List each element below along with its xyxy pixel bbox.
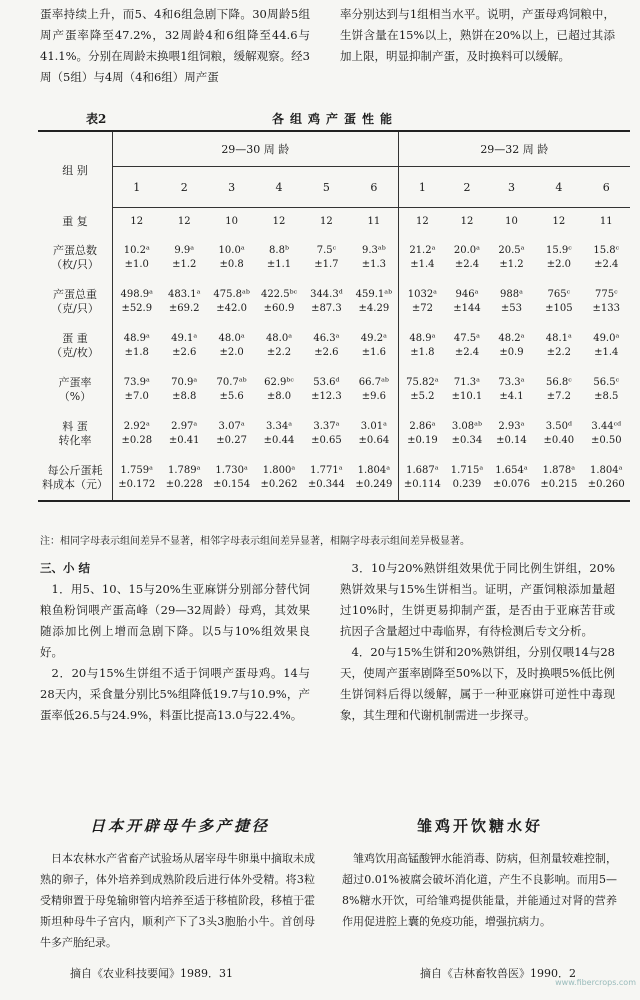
cell-sd: ±8.8 — [172, 391, 197, 402]
cell-sd: ±1.2 — [172, 259, 197, 270]
table-cell — [583, 456, 630, 501]
cell-sd: ±2.0 — [219, 347, 244, 358]
cell-mean: 483.1ᵃ — [167, 289, 201, 300]
table-cell — [446, 324, 488, 368]
table-cell — [350, 324, 398, 368]
cell-mean: 3.01ᵃ — [360, 421, 387, 432]
cell-mean: 775ᶜ — [594, 289, 618, 300]
group-header: 3 — [488, 167, 535, 208]
cell-mean: 475.8ᵃᵇ — [213, 289, 250, 300]
table-cell — [303, 280, 350, 324]
watermark: www.fibercrops.com — [555, 978, 636, 987]
row-label-line: 重 复 — [62, 214, 88, 228]
table-cell — [161, 368, 208, 412]
cell-mean: 66.7ᵃᵇ — [358, 377, 389, 388]
cell-sd: ±1.4 — [594, 347, 619, 358]
period-header-29-30: 29—30 周 龄 — [113, 131, 399, 167]
cell-sd: ±0.154 — [213, 479, 251, 490]
row-label-line: 产蛋率 — [58, 376, 92, 389]
table-title: 各组鸡产蛋性能 — [271, 112, 398, 126]
row-label-line: 产蛋总数 — [53, 244, 97, 257]
row-label-line: （克/只） — [51, 302, 99, 315]
table-row — [38, 456, 630, 501]
group-header: 4 — [255, 167, 302, 208]
cell-mean: 48.0ᵃ — [218, 333, 245, 344]
row-label-line: 产蛋总重 — [53, 288, 97, 301]
cell-mean: 1.715ᵃ — [450, 465, 484, 476]
cell-mean: 1.789ᵃ — [167, 465, 201, 476]
table-cell — [208, 208, 255, 237]
cell-sd: ±0.40 — [543, 435, 575, 446]
cell-sd: ±52.9 — [121, 303, 153, 314]
table-cell — [255, 236, 302, 280]
cell-mean: 56.8ᶜ — [545, 377, 572, 388]
cell-sd: ±2.4 — [454, 259, 480, 270]
summary-left-column — [40, 558, 310, 726]
cell-mean: 10.0ᵃ — [218, 245, 245, 256]
row-label — [38, 208, 113, 237]
cell-mean: 47.5ᵃ — [453, 333, 481, 344]
cell-mean: 46.3ᵃ — [313, 333, 340, 344]
table-row — [38, 208, 630, 237]
cell-sd: ±2.4 — [594, 259, 619, 270]
cell-mean: 1.730ᵃ — [215, 465, 248, 476]
cell-mean: 8.8ᵇ — [269, 245, 289, 256]
cell-sd: ±0.50 — [590, 435, 622, 446]
cell-sd: ±8.5 — [594, 391, 619, 402]
cell-mean: 70.9ᵃ — [171, 377, 198, 388]
cell-sd: ±0.262 — [260, 479, 298, 490]
table-row — [38, 324, 630, 368]
row-label-line: （%） — [58, 390, 92, 403]
cell-mean: 2.97ᵃ — [171, 421, 198, 432]
table-cell — [255, 368, 302, 412]
cell-mean: 1.878ᵃ — [542, 465, 576, 476]
cell-sd: ±0.228 — [165, 479, 203, 490]
cell-sd: ±72 — [411, 303, 433, 314]
cell-mean: 1.771ᵃ — [310, 465, 343, 476]
cell-mean: 3.37ᵃ — [313, 421, 340, 432]
cell-mean: 2.93ᵃ — [498, 421, 525, 432]
table-cell — [398, 412, 446, 456]
cell-mean: 12 — [272, 216, 286, 227]
row-label — [38, 324, 113, 368]
body-text-top-right: 率分别达到与1组相当水平。说明，产蛋母鸡饲粮中，生饼含量在15%以上，熟饼在20%以上，已超过其添加上限，明显抑制产蛋，及时换料可以缓解。 — [340, 7, 615, 63]
table-cell — [208, 280, 255, 324]
cell-sd: ±0.9 — [499, 347, 524, 358]
row-label-line: 料成本（元） — [42, 478, 108, 491]
cell-sd: ±0.41 — [168, 435, 200, 446]
cell-mean: 49.0ᵃ — [593, 333, 620, 344]
table-cell — [446, 368, 488, 412]
cell-sd: ±1.3 — [361, 259, 386, 270]
cell-sd: ±87.3 — [311, 303, 342, 314]
cell-mean: 20.5ᵃ — [498, 245, 525, 256]
table-cell — [488, 368, 535, 412]
cell-mean: 9.9ᵃ — [174, 245, 195, 256]
cell-sd: ±10.1 — [451, 391, 483, 402]
cell-mean: 12 — [177, 216, 191, 227]
cell-sd: ±0.114 — [403, 479, 441, 490]
table-cell — [350, 208, 398, 237]
table-cell — [208, 324, 255, 368]
table-cell — [350, 412, 398, 456]
cell-mean: 3.07ᵃ — [218, 421, 245, 432]
table-cell — [350, 456, 398, 501]
row-label-line: 料 蛋 — [62, 420, 88, 433]
cell-sd: ±0.172 — [118, 479, 156, 490]
group-header: 6 — [350, 167, 398, 208]
cell-sd: ±0.34 — [451, 435, 483, 446]
cell-mean: 10 — [225, 216, 238, 227]
group-header: 4 — [535, 167, 582, 208]
cell-mean: 20.0ᵃ — [453, 245, 481, 256]
summary-point-3: 3．10与20%熟饼组效果优于同比例生饼组，20%熟饼效果与15%生饼相当。证明，产蛋饲粮添加量超过10%时，生饼更易抑制产蛋，是否由于亚麻苦苷或抗因子含量超过中毒临界，有待检测后专文分析。 — [340, 561, 615, 638]
table-cell — [535, 324, 582, 368]
table-cell — [535, 208, 582, 237]
cell-sd: ±5.6 — [219, 391, 244, 402]
table-note: 注：相同字母表示组间差异不显著，相邻字母表示组间差异显著，相隔字母表示组间差异极显著。 — [40, 536, 470, 547]
cell-sd: ±5.2 — [410, 391, 435, 402]
table-cell — [303, 412, 350, 456]
table-cell — [161, 324, 208, 368]
table-number: 表2 — [86, 112, 107, 126]
table-cell — [488, 236, 535, 280]
article-2-body: 雏鸡饮用高锰酸钾水能消毒、防病，但剂量较难控制，超过0.01%被腐会破坏消化道，产生不良影响。而用5—8%糖水开饮，可给雏鸡提供能量，并能通过对肾的营养作用促进腔上囊的免疫功能，增强抗病力。 — [342, 852, 617, 928]
cell-mean: 71.3ᵃ — [453, 377, 481, 388]
cell-sd: ±0.65 — [311, 435, 342, 446]
cell-mean: 12 — [416, 216, 429, 227]
table-cell — [583, 324, 630, 368]
table-row — [38, 280, 630, 324]
period-header-29-32: 29—32 周 龄 — [398, 131, 630, 167]
table-cell — [446, 236, 488, 280]
cell-sd: ±8.0 — [266, 391, 292, 402]
table-cell — [535, 236, 582, 280]
table-cell — [398, 456, 446, 501]
table-cell — [255, 324, 302, 368]
cell-sd: ±0.44 — [263, 435, 295, 446]
table-cell — [350, 368, 398, 412]
cell-mean: 15.9ᶜ — [545, 245, 572, 256]
cell-sd: ±7.2 — [546, 391, 571, 402]
row-label-line: 蛋 重 — [62, 332, 88, 345]
row-label-line: （克/枚） — [51, 346, 99, 359]
table-cell — [113, 456, 161, 501]
table-row — [38, 412, 630, 456]
summary-point-4: 4．20与15%生饼和20%熟饼组，分别仅喂14与28天，使周产蛋率剧降至50%以下，及时换喂5%低比例生饼饲料后得以缓解，属于一种亚麻饼可逆性中毒现象，其生理和代谢机制需进一步探寻。 — [340, 645, 615, 722]
table-cell — [488, 324, 535, 368]
group-header: 1 — [398, 167, 446, 208]
cell-sd: ±2.2 — [546, 347, 571, 358]
cell-sd: ±133 — [592, 303, 620, 314]
cell-sd: ±1.7 — [314, 259, 339, 270]
cell-sd: ±0.344 — [307, 479, 345, 490]
table-cell — [161, 208, 208, 237]
cell-mean: 73.9ᵃ — [123, 377, 150, 388]
table-cell — [398, 280, 446, 324]
group-header: 2 — [161, 167, 208, 208]
table-cell — [488, 456, 535, 501]
table-cell — [208, 456, 255, 501]
body-text-top-left: 蛋率持续上升，而5、4和6组急剧下降。30周龄5组周产蛋率降至47.2%，32周龄4和6组降至44.6与41.1%。分别在周龄末换喂1组饲粮，缓解观察。经3周（5组）与4周（4和6组）周产蛋 — [40, 7, 310, 84]
cell-mean: 48.1ᵃ — [545, 333, 572, 344]
table-cell — [535, 456, 582, 501]
cell-sd: ±4.29 — [358, 303, 390, 314]
group-header: 3 — [208, 167, 255, 208]
table-cell — [488, 208, 535, 237]
cell-sd: ±42.0 — [216, 303, 247, 314]
cell-mean: 62.9ᵇᶜ — [264, 377, 294, 388]
cell-mean: 12 — [552, 216, 566, 227]
cell-sd: ±12.3 — [311, 391, 342, 402]
cell-mean: 344.3ᵈ — [310, 289, 343, 300]
table-cell — [398, 324, 446, 368]
table-cell — [113, 236, 161, 280]
row-label — [38, 280, 113, 324]
cell-sd: ±1.2 — [499, 259, 524, 270]
table-cell — [255, 208, 302, 237]
table-cell — [113, 412, 161, 456]
article-2-source: 摘自《吉林畜牧兽医》1990．2 — [420, 967, 576, 980]
table-cell — [583, 280, 630, 324]
cell-sd: ±2.0 — [546, 259, 571, 270]
cell-sd: ±1.6 — [361, 347, 386, 358]
table-cell — [303, 208, 350, 237]
table-cell — [398, 236, 446, 280]
cell-mean: 3.50ᵈ — [545, 421, 572, 432]
table-cell — [255, 412, 302, 456]
cell-sd: ±0.19 — [407, 435, 438, 446]
cell-mean: 1032ᵃ — [407, 289, 438, 300]
article-1-source: 摘自《农业科技要闻》1989．31 — [70, 967, 233, 980]
cell-mean: 988ᵃ — [499, 289, 523, 300]
cell-mean: 10 — [505, 216, 518, 227]
article-1-title: 日本开辟母牛多产捷径 — [89, 817, 270, 835]
cell-mean: 1.654ᵃ — [495, 465, 528, 476]
egg-performance-table — [38, 130, 630, 502]
cell-sd: ±105 — [545, 303, 573, 314]
cell-mean: 946ᵃ — [455, 289, 479, 300]
table-cell — [161, 236, 208, 280]
cell-sd: ±0.215 — [540, 479, 578, 490]
cell-sd: ±1.1 — [266, 259, 292, 270]
cell-mean: 2.92ᵃ — [123, 421, 150, 432]
summary-heading: 三、小 结 — [40, 561, 91, 575]
cell-mean: 75.82ᵃ — [406, 377, 439, 388]
table-cell — [398, 368, 446, 412]
table-cell — [583, 368, 630, 412]
cell-sd: ±1.8 — [124, 347, 149, 358]
cell-sd: ±0.260 — [587, 479, 625, 490]
table-cell — [113, 208, 161, 237]
table-cell — [255, 456, 302, 501]
table-cell — [535, 368, 582, 412]
cell-mean: 70.7ᵃᵇ — [216, 377, 247, 388]
cell-mean: 48.9ᵃ — [409, 333, 436, 344]
cell-sd: ±69.2 — [168, 303, 200, 314]
cell-sd: ±0.28 — [121, 435, 153, 446]
table-cell — [303, 236, 350, 280]
cell-sd: ±1.4 — [410, 259, 435, 270]
table-cell — [113, 368, 161, 412]
cell-mean: 7.5ᶜ — [316, 245, 337, 256]
row-label — [38, 456, 113, 501]
row-label-line: 每公斤蛋耗 — [47, 464, 103, 477]
cell-sd: ±2.6 — [314, 347, 339, 358]
row-label — [38, 236, 113, 280]
group-header: 1 — [113, 167, 161, 208]
cell-sd: ±0.249 — [355, 479, 393, 490]
cell-mean: 15.8ᶜ — [593, 245, 620, 256]
cell-sd: ±0.64 — [358, 435, 390, 446]
table-cell — [446, 456, 488, 501]
cell-mean: 1.759ᵃ — [120, 465, 154, 476]
table-cell — [208, 236, 255, 280]
cell-mean: 765ᶜ — [547, 289, 571, 300]
table-cell — [446, 208, 488, 237]
cell-mean: 10.2ᵃ — [123, 245, 150, 256]
cell-mean: 49.1ᵃ — [171, 333, 198, 344]
table-cell — [446, 412, 488, 456]
cell-mean: 53.6ᵈ — [313, 377, 340, 388]
table-cell — [446, 280, 488, 324]
group-header: 2 — [446, 167, 488, 208]
cell-mean: 11 — [367, 216, 381, 227]
cell-sd: ±1.8 — [410, 347, 435, 358]
table-cell — [583, 208, 630, 237]
cell-sd: 0.239 — [452, 479, 482, 490]
cell-sd: ±9.6 — [361, 391, 386, 402]
table-cell — [255, 280, 302, 324]
cell-sd: ±0.27 — [216, 435, 247, 446]
row-label-line: （枚/只） — [51, 258, 99, 271]
table-cell — [161, 412, 208, 456]
cell-mean: 12 — [460, 216, 474, 227]
group-label-header: 组 别 — [38, 131, 113, 208]
cell-sd: ±2.2 — [266, 347, 292, 358]
cell-sd: ±0.8 — [219, 259, 244, 270]
table-cell — [488, 280, 535, 324]
table-cell — [208, 368, 255, 412]
row-label-line: 转化率 — [58, 434, 92, 447]
cell-mean: 9.3ᵃᵇ — [361, 245, 386, 256]
cell-mean: 11 — [599, 216, 613, 227]
table-cell — [303, 456, 350, 501]
table-cell — [398, 208, 446, 237]
cell-mean: 1.800ᵃ — [262, 465, 296, 476]
cell-mean: 1.804ᵃ — [590, 465, 623, 476]
cell-mean: 1.687ᵃ — [406, 465, 439, 476]
cell-sd: ±4.1 — [499, 391, 524, 402]
table-cell — [161, 280, 208, 324]
cell-mean: 459.1ᵃᵇ — [355, 289, 393, 300]
cell-sd: ±0.14 — [496, 435, 527, 446]
cell-mean: 3.34ᵃ — [265, 421, 293, 432]
table-row — [38, 236, 630, 280]
group-header: 5 — [303, 167, 350, 208]
table-cell — [583, 412, 630, 456]
cell-mean: 12 — [130, 216, 144, 227]
cell-sd: ±7.0 — [124, 391, 149, 402]
group-header: 6 — [583, 167, 630, 208]
cell-mean: 49.2ᵃ — [360, 333, 387, 344]
table-cell — [350, 280, 398, 324]
cell-mean: 48.0ᵃ — [265, 333, 293, 344]
table-cell — [488, 412, 535, 456]
article-2-title: 雏鸡开饮糖水好 — [416, 817, 543, 835]
cell-sd: ±1.0 — [124, 259, 149, 270]
table-cell — [535, 412, 582, 456]
table-cell — [303, 368, 350, 412]
cell-mean: 48.2ᵃ — [498, 333, 525, 344]
cell-sd: ±2.6 — [172, 347, 197, 358]
cell-mean: 3.08ᵃᵇ — [451, 421, 483, 432]
table-cell — [113, 324, 161, 368]
cell-mean: 422.5ᵇᶜ — [260, 289, 298, 300]
cell-sd: ±144 — [453, 303, 481, 314]
table-cell — [350, 236, 398, 280]
cell-mean: 48.9ᵃ — [123, 333, 150, 344]
cell-sd: ±60.9 — [263, 303, 295, 314]
summary-point-2: 2．20与15%生饼组不适于饲喂产蛋母鸡。14与28天内，采食量分别比5%组降低19.7与10.9%，产蛋率低26.5与24.9%，料蛋比提高13.0与22.4%。 — [40, 666, 310, 722]
table-row — [38, 368, 630, 412]
cell-mean: 2.86ᵃ — [409, 421, 436, 432]
table-cell — [303, 324, 350, 368]
table-cell — [161, 456, 208, 501]
cell-mean: 1.804ᵃ — [357, 465, 391, 476]
cell-mean: 21.2ᵃ — [409, 245, 436, 256]
cell-sd: ±2.4 — [454, 347, 480, 358]
cell-mean: 12 — [320, 216, 333, 227]
cell-mean: 3.44ᶜᵈ — [591, 421, 622, 432]
table-cell — [535, 280, 582, 324]
cell-sd: ±53 — [500, 303, 523, 314]
article-1-body: 日本农林水产省畜产试验场从屠宰母牛卵巢中摘取未成熟的卵子，体外培养到成熟阶段后进行体外受精。将3粒受精卵置于母兔输卵管内培养至适于移植阶段，移植于霍斯坦种母牛子宫内，顺利产下了3头3胞胎小牛。首创母牛多产胎纪录。 — [40, 852, 315, 949]
table-cell — [208, 412, 255, 456]
row-label — [38, 368, 113, 412]
cell-mean: 498.9ᵃ — [120, 289, 154, 300]
cell-sd: ±0.076 — [492, 479, 530, 490]
row-label — [38, 412, 113, 456]
table-caption — [40, 110, 630, 128]
summary-point-1: 1．用5、10、15与20%生亚麻饼分别部分替代饲粮鱼粉饲喂产蛋高峰（29—32周龄）母鸡，其效果随添加比例上增而急剧下降。以5与10%组效果良好。 — [40, 582, 310, 659]
table-cell — [583, 236, 630, 280]
cell-mean: 56.5ᶜ — [593, 377, 620, 388]
table-cell — [113, 280, 161, 324]
cell-mean: 73.3ᵃ — [498, 377, 525, 388]
summary-right-column — [340, 558, 615, 726]
